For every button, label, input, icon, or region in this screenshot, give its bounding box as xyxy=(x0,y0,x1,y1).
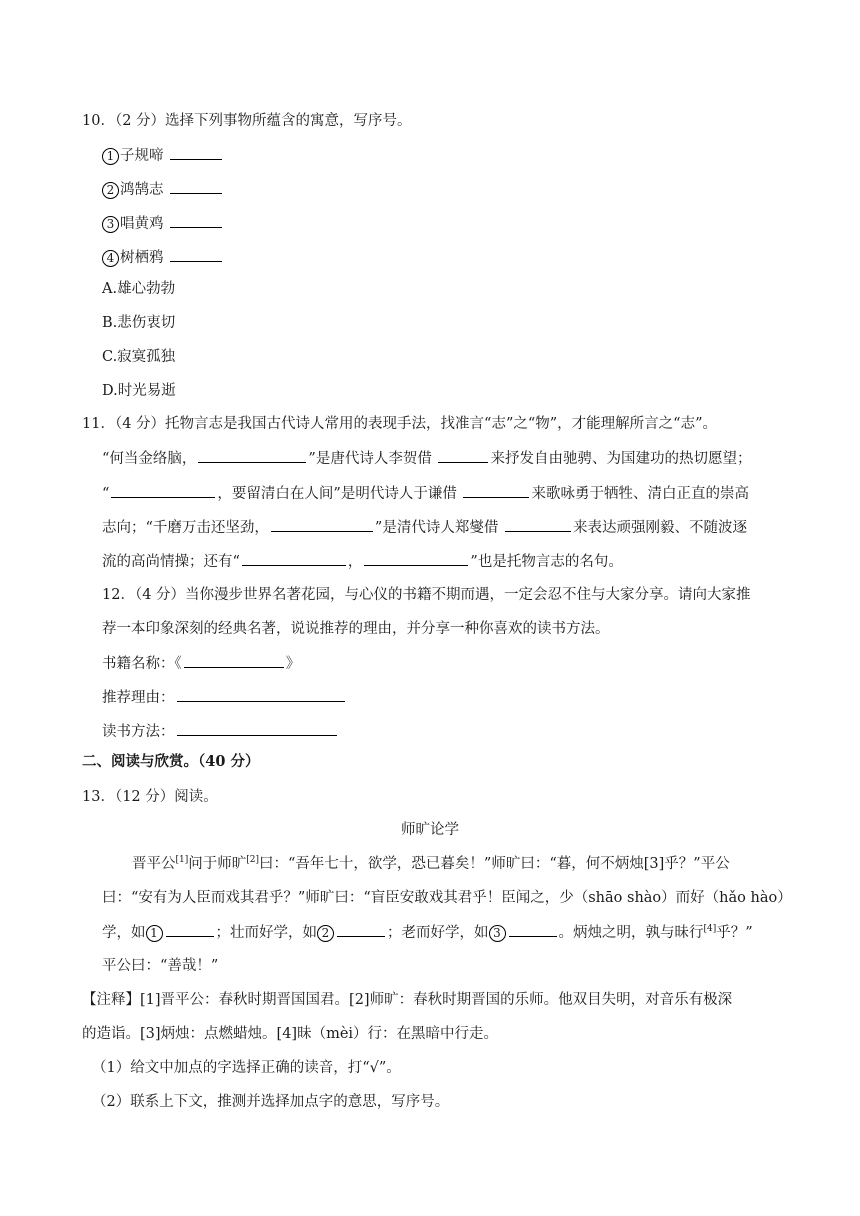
q10-item-4 xyxy=(102,247,224,268)
passage-text: 曰：“吾年七十，欲学，恐已暮矣！”师旷曰：“暮，何不炳烛[3]乎？”平公 xyxy=(259,856,730,872)
footnote-ref: [4] xyxy=(703,924,717,935)
passage-line-3 xyxy=(102,922,753,943)
q11-line-3 xyxy=(102,483,749,504)
answer-blank[interactable] xyxy=(198,448,306,463)
answer-blank[interactable] xyxy=(242,551,346,566)
item-text: 唱黄鸡 xyxy=(120,216,164,232)
q10-item-2 xyxy=(102,179,224,200)
answer-blank[interactable] xyxy=(170,213,222,228)
circled-number: 1 xyxy=(146,925,163,942)
q10-option-b: B.悲伤衷切 xyxy=(102,315,176,331)
q11-text: 来抒发自由驰骋、为国建功的热切愿望； xyxy=(490,451,752,467)
notes-line-1: 【注释】[1]晋平公：春秋时期晋国国君。[2]师旷：春秋时期晋国的乐师。他双目失明，对音乐有极深 xyxy=(82,992,733,1008)
answer-blank[interactable] xyxy=(438,448,488,463)
book-close: 》 xyxy=(285,656,301,672)
passage-line-2: 曰：“安有为人臣而戏其君乎？”师旷曰：“盲臣安敢戏其君乎！臣闻之，少（shāo shào）而好（hǎo hào） xyxy=(102,890,792,906)
q10-item-1 xyxy=(102,145,224,166)
book-blank[interactable] xyxy=(184,653,284,668)
circled-number: 4 xyxy=(102,250,119,267)
book-label: 书籍名称：《 xyxy=(102,656,182,672)
passage-text: 晋平公 xyxy=(132,856,176,872)
answer-blank[interactable] xyxy=(111,483,215,498)
circled-number: 3 xyxy=(102,216,119,233)
q12-book-name xyxy=(102,653,300,674)
q11-text: “ xyxy=(102,486,110,502)
q12-line-2: 荐一本印象深刻的经典名著，说说推荐的理由，并分享一种你喜欢的读书方法。 xyxy=(102,621,610,637)
q13-sub-1: （1）给文中加点的字选择正确的读音，打“√”。 xyxy=(92,1060,401,1076)
passage-text: 问于师旷 xyxy=(188,856,247,872)
item-text: 子规啼 xyxy=(120,148,164,164)
item-text: 树栖鸦 xyxy=(120,250,164,266)
q11-text: ”是清代诗人郑燮借 xyxy=(374,520,499,536)
answer-blank[interactable] xyxy=(337,922,385,937)
q11-text: 流的高尚情操；还有“ xyxy=(102,554,240,570)
passage-title: 师旷论学 xyxy=(401,822,459,838)
passage-text: 学，如 xyxy=(102,925,146,941)
q11-text: 志向；“千磨万击还坚劲， xyxy=(102,520,269,536)
passage-text: ；老而好学，如 xyxy=(387,925,489,941)
q11-text: ，要留清白在人间”是明代诗人于谦借 xyxy=(217,486,457,502)
q12-method xyxy=(102,721,339,742)
q10-title: 10．（2 分）选择下列事物所蕴含的寓意，写序号。 xyxy=(82,113,412,129)
footnote-ref: [2] xyxy=(246,855,259,866)
answer-blank[interactable] xyxy=(505,517,571,532)
q13-sub-2: （2）联系上下文，推测并选择加点字的意思，写序号。 xyxy=(92,1094,450,1110)
q10-option-c: C.寂寞孤独 xyxy=(102,349,176,365)
q12-reason xyxy=(102,687,347,708)
passage-text: 。炳烛之明，孰与昧行 xyxy=(558,925,704,941)
section-heading: 二、阅读与欣赏。（40 分） xyxy=(82,753,260,770)
answer-blank[interactable] xyxy=(170,145,222,160)
answer-blank[interactable] xyxy=(170,179,222,194)
passage-text: 乎？” xyxy=(716,925,753,941)
reason-label: 推荐理由： xyxy=(102,690,175,706)
q11-text: “何当金络脑， xyxy=(102,451,197,467)
q11-text: ”也是托物言志的名句。 xyxy=(470,554,623,570)
footnote-ref: [1] xyxy=(175,855,189,866)
q10-option-d: D.时光易逝 xyxy=(102,383,176,399)
q12-line-1: 12．（4 分）当你漫步世界名著花园，与心仪的书籍不期而遇，一定会忍不住与大家分享。请向大家推 xyxy=(102,587,751,603)
q11-line-1: 11．（4 分）托物言志是我国古代诗人常用的表现手法，找准言“志”之“物”，才能理解所言之“志”。 xyxy=(82,416,718,432)
q11-text: 来歌咏勇于牺牲、清白正直的崇高 xyxy=(531,486,749,502)
notes-line-2: 的造诣。[3]炳烛：点燃蜡烛。[4]昧（mèi）行：在黑暗中行走。 xyxy=(82,1026,499,1042)
q11-line-4 xyxy=(102,517,747,538)
q10-option-a: A.雄心勃勃 xyxy=(102,281,176,297)
passage-line-1 xyxy=(132,854,730,874)
answer-blank[interactable] xyxy=(364,551,468,566)
q13-title: 13．（12 分）阅读。 xyxy=(82,789,218,805)
circled-number: 3 xyxy=(489,925,506,942)
answer-blank[interactable] xyxy=(170,247,222,262)
answer-blank[interactable] xyxy=(509,922,557,937)
circled-number: 2 xyxy=(317,925,334,942)
q10-item-3 xyxy=(102,213,224,234)
circled-number: 2 xyxy=(102,182,119,199)
answer-blank[interactable] xyxy=(463,483,529,498)
q11-line-2 xyxy=(102,448,751,469)
q11-text: 来表达顽强刚毅、不随波逐 xyxy=(572,520,747,536)
item-text: 鸿鹄志 xyxy=(120,182,164,198)
passage-text: ；壮而好学，如 xyxy=(215,925,317,941)
method-label: 读书方法： xyxy=(102,724,175,740)
q11-text: ， xyxy=(347,554,363,570)
q11-text: ”是唐代诗人李贺借 xyxy=(308,451,432,467)
q11-line-5 xyxy=(102,551,623,572)
method-blank[interactable] xyxy=(177,721,337,736)
answer-blank[interactable] xyxy=(271,517,373,532)
answer-blank[interactable] xyxy=(166,922,214,937)
reason-blank[interactable] xyxy=(177,687,345,702)
circled-number: 1 xyxy=(102,148,119,165)
passage-line-4: 平公曰：“善哉！” xyxy=(102,958,219,974)
